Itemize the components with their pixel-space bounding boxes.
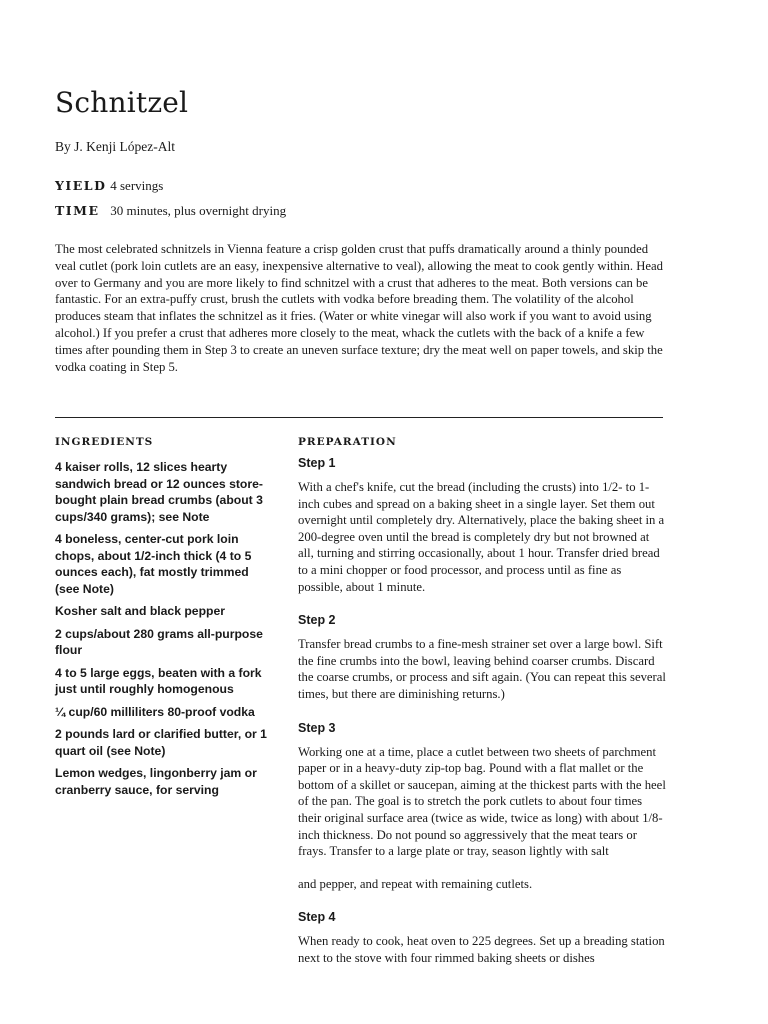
step-title: Step 3 (298, 720, 336, 735)
time-row (55, 203, 286, 219)
step-title: Step 4 (298, 910, 336, 925)
yield-label: YIELD (55, 178, 107, 193)
preparation-heading: PREPARATION (298, 436, 397, 448)
step-text: Working one at a time, place a cutlet between two sheets of parchment paper or in a heavy-duty zip-top bag. Pound with a flat mallet or the bottom of a skillet or saucepan, aiming at the thickest parts with the heel of the pan. The goal is to stretch the pork cutlets to about four times their original surface area (twice as wide, twice as long) with about 1/8-inch thickness. Do not pound so aggressively that the meat tears or frays. Transfer to a large plate or tray, season lightly with salt (298, 744, 666, 859)
step-4 (298, 910, 668, 966)
step-text: When ready to cook, heat oven to 225 degrees. Set up a breading station next to the stove with four rimmed baking sheets or dishes (298, 934, 665, 965)
step-text: Transfer bread crumbs to a fine-mesh strainer set over a large bowl. Sift the fine crumbs into the bowl, leaving behind coarser crumbs. Discard the coarse crumbs, or process and sift again. (You can repeat this several times, but there are diminishing returns.) (298, 637, 666, 701)
step-text-continued: and pepper, and repeat with remaining cutlets. (298, 876, 533, 891)
step-title: Step 1 (298, 456, 336, 470)
preparation-steps (298, 456, 668, 971)
ingredients-list (55, 459, 275, 804)
ingredient-item: 4 boneless, center-cut pork loin chops, about 1/2-inch thick (4 to 5 ounces each), fat mostly trimmed (see Note) (55, 532, 252, 596)
step-2 (298, 613, 668, 702)
yield-value: 4 servings (110, 178, 164, 193)
time-label: TIME (55, 203, 100, 218)
recipe-intro: The most celebrated schnitzels in Vienna feature a crisp golden crust that puffs dramatically around a thinly pounded veal cutlet (pork loin cutlets are an easy, inexpensive alternative to veal), allowing the meat to cook gently within. Head over to Germany and you are more likely to find schnitzel with a crust that adheres to the meat. Both versions can be fantastic. For an extra-puffy crust, brush the cutlets with vodka before breading them. The volatility of the alcohol produces steam that inflates the schnitzel as it fries. (Water or white vinegar will also work if you want to avoid using alcohol.) If you prefer a crust that adheres more closely to the meat, whack the cutlets with the back of a knife a few times after pounding them in Step 3 to create an uneven surface texture; dry the meat well on paper towels, and skip the vodka coating in Step 5. (55, 242, 663, 374)
step-text: With a chef's knife, cut the bread (including the crusts) into 1/2- to 1-inch cubes and spread on a baking sheet in a single layer. Set them out overnight until completely dry. Alternatively, place the baking sheet in a 200-degree oven until the bread is completely dry but not browned at all, turning and stirring occasionally, about 1 hour. Transfer dried bread to a mini chopper or food processor, and process until as fine as possible, about 1 minute. (298, 480, 665, 594)
ingredient-item: 4 to 5 large eggs, beaten with a fork just until roughly homogenous (55, 665, 262, 696)
recipe-title: Schnitzel (55, 86, 189, 119)
time-value: 30 minutes, plus overnight drying (110, 203, 287, 218)
ingredient-item: 4 kaiser rolls, 12 slices hearty sandwich bread or 12 ounces store-bought plain bread crumbs (about 3 cups/340 grams); see Note (55, 460, 263, 524)
ingredient-item: Lemon wedges, lingonberry jam or cranberry sauce, for serving (55, 766, 257, 797)
section-divider (55, 417, 663, 418)
recipe-byline: By J. Kenji López-Alt (55, 139, 175, 154)
ingredients-heading: INGREDIENTS (55, 436, 154, 448)
step-3 (298, 721, 668, 893)
step-title: Step 2 (298, 613, 336, 628)
ingredient-item: 2 pounds lard or clarified butter, or 1 quart oil (see Note) (55, 727, 267, 758)
yield-row (55, 178, 163, 194)
ingredient-item: ¼ cup/60 milliliters 80-proof vodka (55, 704, 255, 719)
step-1 (298, 456, 668, 595)
ingredient-item: Kosher salt and black pepper (55, 604, 226, 618)
ingredient-item: 2 cups/about 280 grams all-purpose flour (55, 626, 263, 657)
